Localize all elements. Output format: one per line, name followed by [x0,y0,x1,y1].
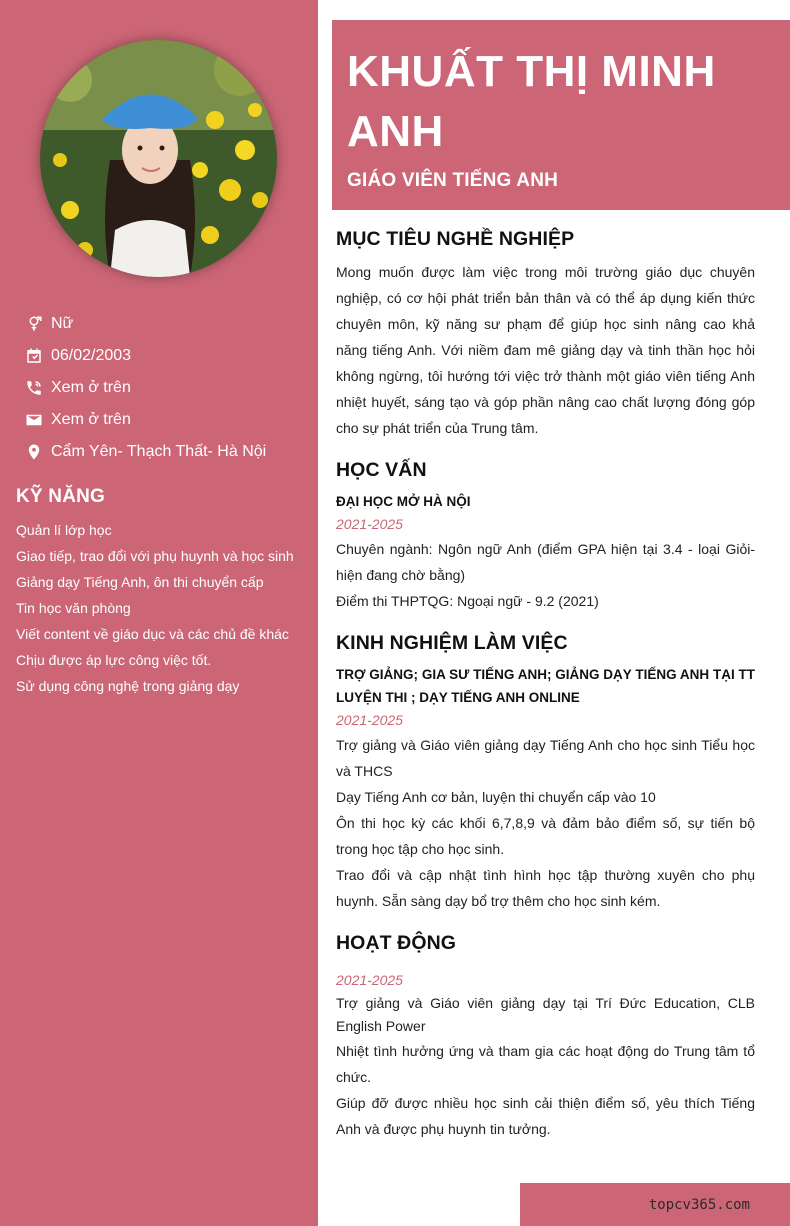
watermark [520,1183,790,1226]
phone-value: Xem ở trên [51,379,131,396]
objective-text: Mong muốn được làm việc trong môi trường giáo dục chuyên nghiệp, có cơ hội phát triển bản thân và có thể áp dụng kiến thức chuyên môn, kỹ năng sư phạm để giúp học sinh nâng cao khả năng tiếng Anh. Với niềm đam mê giảng dạy và tinh thần học hỏi không ngừng, tôi hướng tới việc trở thành một giáo viên tiếng Anh nhiệt huyết, sáng tạo và góp phần nâng cao chất lượng đóng góp cho sự phát triển của Trung tâm. [336,264,755,436]
contact-address [24,436,304,468]
watermark-text: topcv365.com [648,1197,750,1213]
profile-photo [40,40,277,277]
experience-section [336,632,755,914]
objective-section [336,228,755,441]
full-name: KHUẤT THỊ MINH ANH [347,47,716,156]
skill-item: Tin học văn phòng [16,600,131,616]
education-date: 2021-2025 [336,516,403,532]
contact-gender [24,308,304,340]
contact-info [24,308,304,468]
education-section [336,459,755,614]
experience-line: Trao đổi và cập nhật tình hình học tập thường xuyên cho phụ huynh. Sẵn sàng dạy bổ trợ thêm cho học sinh kém. [336,867,755,909]
skills-title: KỸ NĂNG [16,486,106,507]
school-name: ĐẠI HỌC MỞ HÀ NỘI [336,494,471,509]
sidebar [0,0,318,1226]
experience-line: Trợ giảng và Giáo viên giảng dạy Tiếng Anh cho học sinh Tiểu học và THCS [336,737,755,779]
mail-icon [24,410,44,430]
contact-email [24,404,304,436]
job-title: GIÁO VIÊN TIẾNG ANH [347,170,559,191]
experience-line: Ôn thi học kỳ các khối 6,7,8,9 và đảm bảo điểm số, sự tiến bộ trong học tập cho học sinh. [336,815,755,857]
skills-list [16,517,311,699]
skill-item: Giảng dạy Tiếng Anh, ôn thi chuyển cấp [16,574,264,590]
activity-line: Trợ giảng và Giáo viên giảng dạy tại Trí Đức Education, CLB English Power [336,995,755,1034]
activities-section [336,932,755,1142]
location-icon [24,442,44,462]
contact-phone [24,372,304,404]
phone-icon [24,378,44,398]
birthday-value: 06/02/2003 [51,347,132,364]
avatar [40,40,277,277]
skill-item: Sử dụng công nghệ trong giảng dạy [16,678,240,694]
experience-title: KINH NGHIỆM LÀM VIỆC [336,632,568,654]
skill-item: Giao tiếp, trao đổi với phụ huynh và học sinh [16,548,294,564]
email-value: Xem ở trên [51,411,131,428]
education-line: Điểm thi THPTQG: Ngoại ngữ - 9.2 (2021) [336,593,599,609]
experience-date: 2021-2025 [336,712,403,728]
activities-date: 2021-2025 [336,972,403,988]
activity-line: Nhiệt tình hưởng ứng và tham gia các hoạt động do Trung tâm tổ chức. [336,1043,755,1085]
experience-line: Dạy Tiếng Anh cơ bản, luyện thi chuyển cấp vào 10 [336,789,656,805]
skill-item: Viết content về giáo dục và các chủ đề khác [16,626,289,642]
experience-position: TRỢ GIẢNG; GIA SƯ TIẾNG ANH; GIẢNG DẠY TIẾNG ANH TẠI TT LUYỆN THI ; DẠY TIẾNG ANH ONLINE [336,667,755,705]
education-line: Chuyên ngành: Ngôn ngữ Anh (điểm GPA hiện tại 3.4 - loại Giỏi- hiện đang chờ bằng) [336,541,755,583]
objective-title: MỤC TIÊU NGHỀ NGHIỆP [336,228,575,250]
activity-line: Giúp đỡ được nhiều học sinh cải thiện điểm số, yêu thích Tiếng Anh và được phụ huynh tin tưởng. [336,1095,755,1137]
address-value: Cẩm Yên- Thạch Thất- Hà Nội [51,443,267,460]
calendar-icon [24,346,44,366]
header [332,20,790,210]
skill-item: Chịu được áp lực công việc tốt. [16,652,212,668]
main-content [336,228,755,1160]
education-title: HỌC VẤN [336,459,427,481]
contact-birthday [24,340,304,372]
skill-item: Quản lí lớp học [16,522,112,538]
gender-icon [24,314,44,334]
activities-title: HOẠT ĐỘNG [336,932,457,954]
gender-value: Nữ [51,315,74,332]
